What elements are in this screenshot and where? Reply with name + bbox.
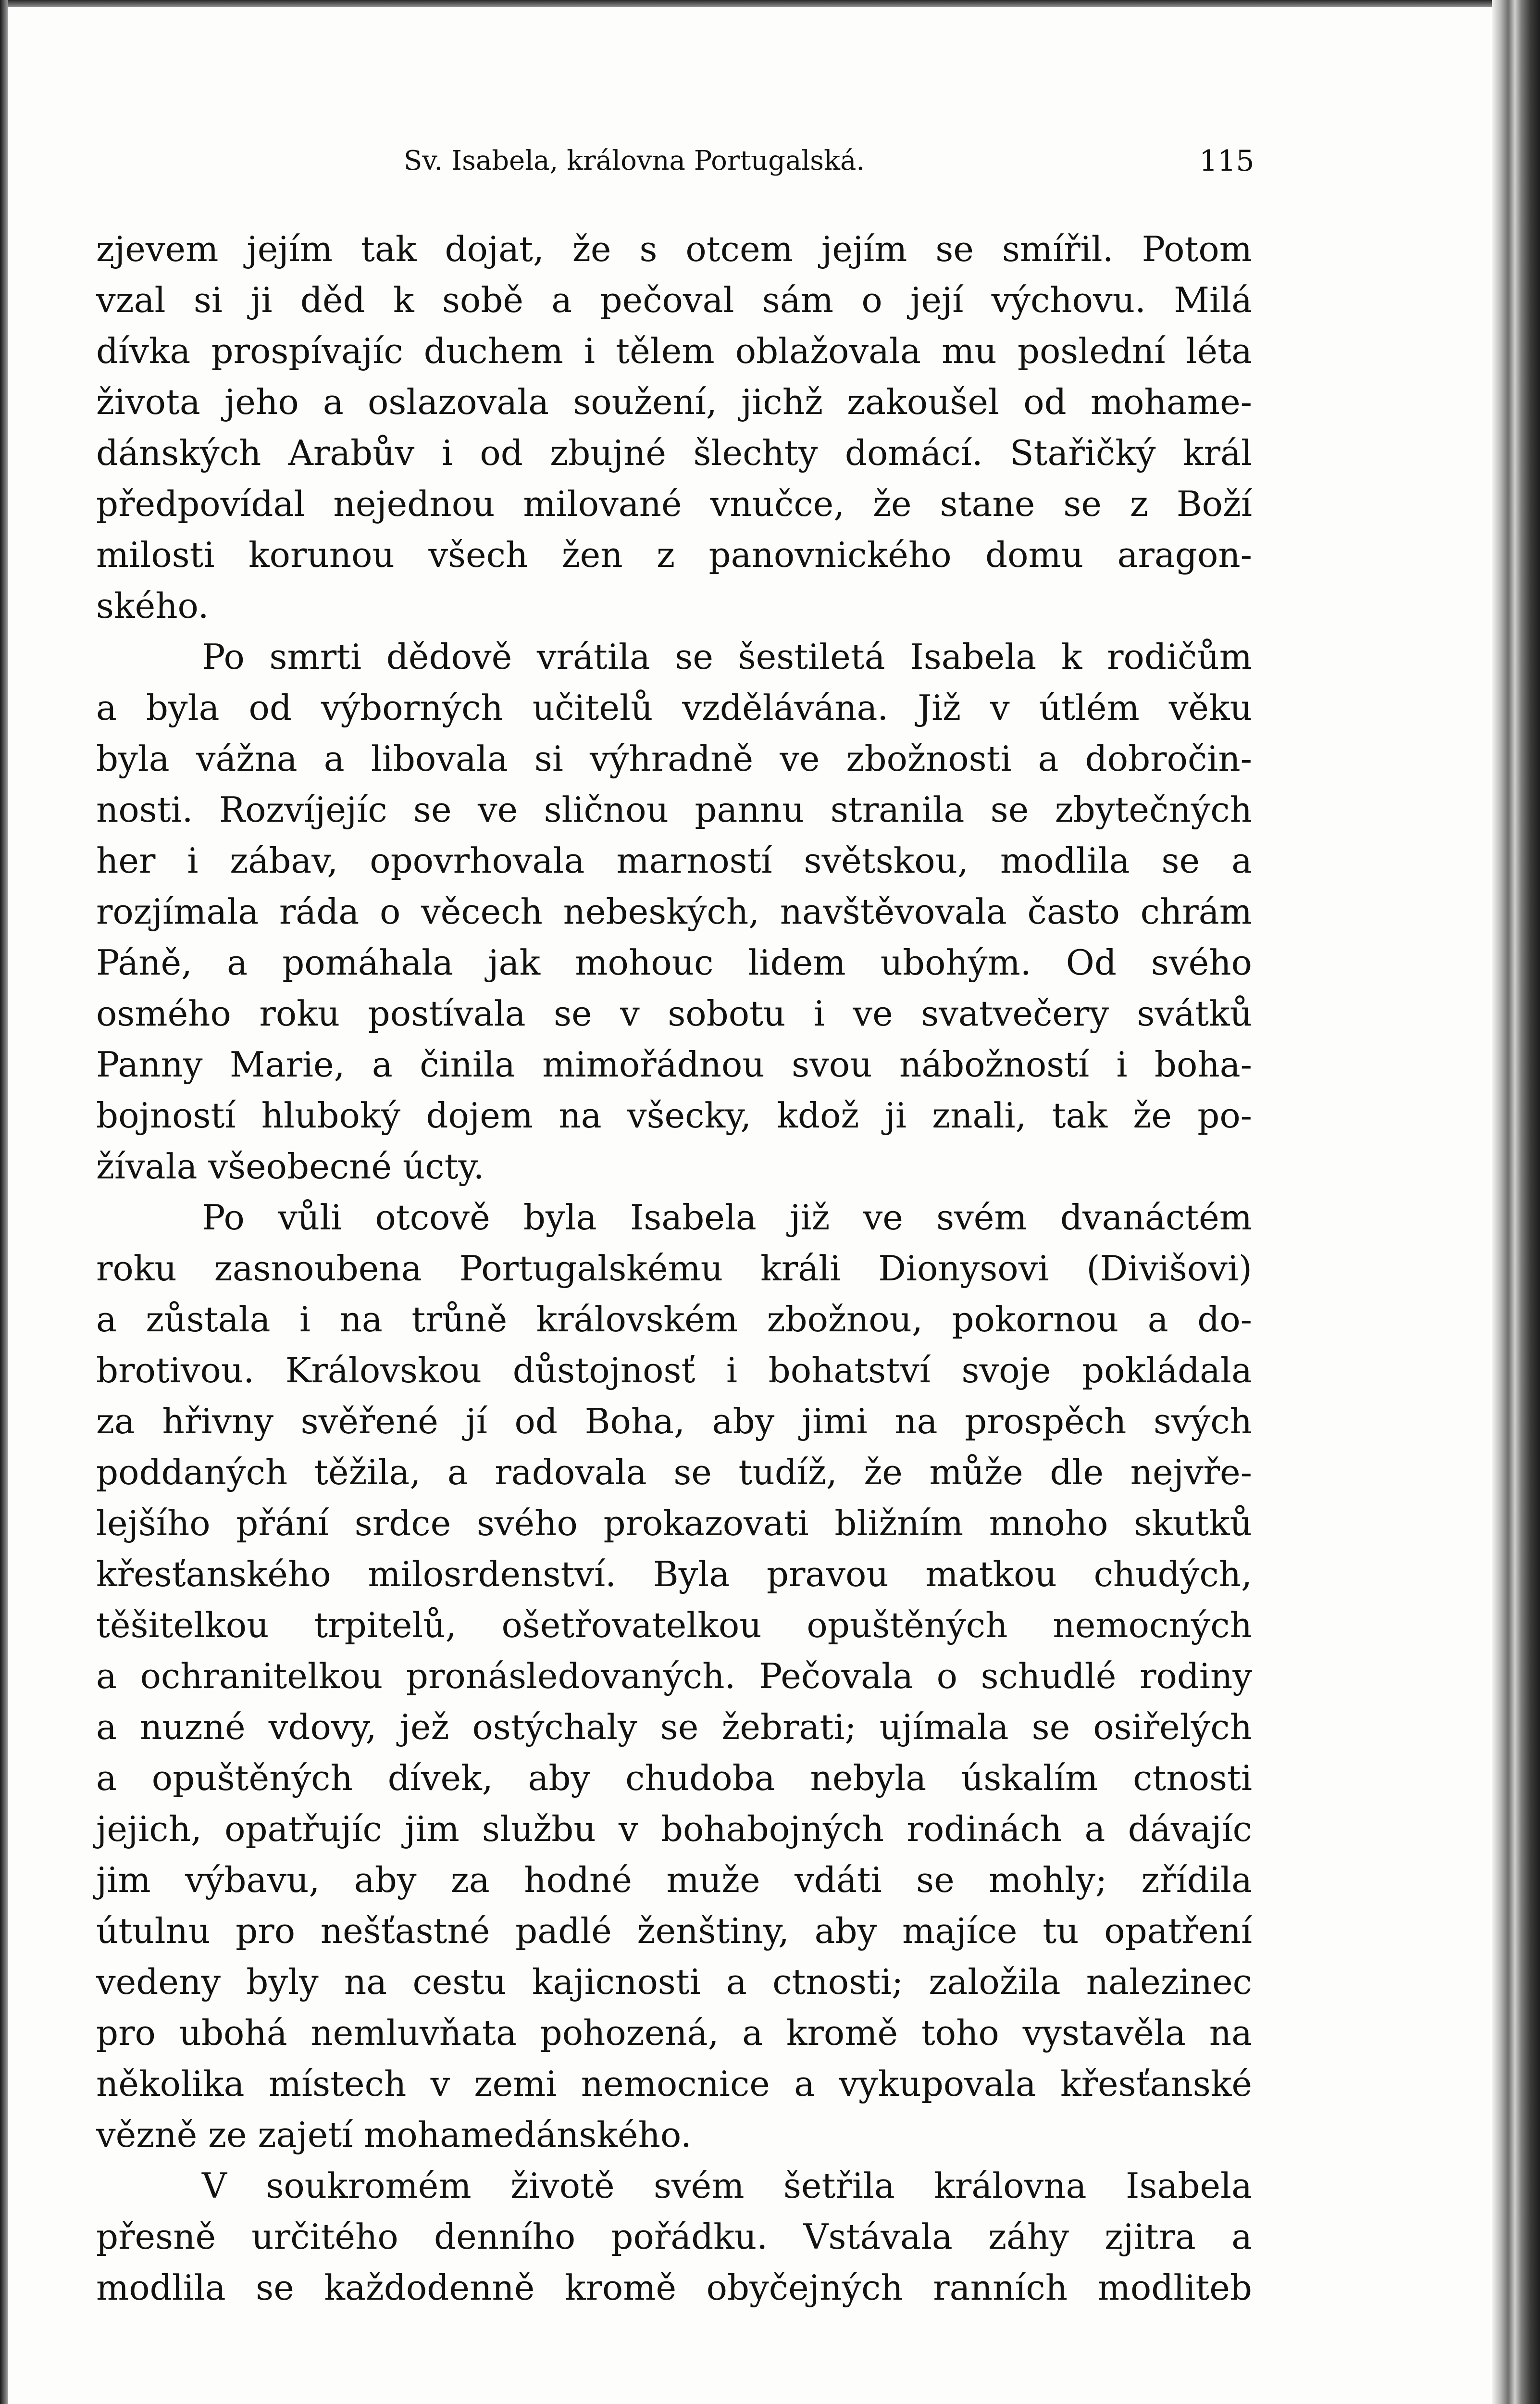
text-line: lejšího přání srdce svého prokazovati bližním mnoho skutků	[96, 1503, 1252, 1543]
text-line: nosti. Rozvíjejíc se ve sličnou pannu stranila se zbytečných	[96, 789, 1252, 830]
text-line: za hřivny svěřené jí od Boha, aby jimi na prospěch svých	[96, 1401, 1252, 1441]
text-line: žívala všeobecné úcty.	[96, 1146, 484, 1187]
text-line: přesně určitého denního pořádku. Vstávala záhy zjitra a	[96, 2216, 1252, 2257]
text-line: milosti korunou všech žen z panovnického domu aragon-	[96, 535, 1252, 575]
text-line: vězně ze zajetí mohamedánského.	[96, 2115, 692, 2155]
text-line: a nuzné vdovy, jež ostýchaly se žebrati; ujímala se osiřelých	[96, 1707, 1252, 1747]
page-body-text	[96, 224, 1252, 2313]
book-spine-edge	[1492, 0, 1540, 2404]
text-line: modlila se každodenně kromě obyčejných ranních modliteb	[96, 2267, 1252, 2308]
text-line: dívka prospívajíc duchem i tělem oblažovala mu poslední léta	[96, 331, 1252, 371]
text-line: jejich, opatřujíc jim službu v bohabojných rodinách a dávajíc	[96, 1809, 1252, 1849]
text-line: útulnu pro nešťastné padlé ženštiny, aby majíce tu opatření	[96, 1911, 1252, 1951]
text-line: Páně, a pomáhala jak mohouc lidem ubohým. Od svého	[96, 942, 1252, 983]
text-line: několika místech v zemi nemocnice a vykupovala křesťanské	[96, 2064, 1252, 2104]
text-line: byla vážna a libovala si výhradně ve zbožnosti a dobročin-	[96, 739, 1252, 779]
paragraph-first-line: V soukromém životě svém šetřila královna Isabela	[202, 2166, 1252, 2206]
page-number: 115	[1199, 144, 1254, 178]
text-line: osmého roku postívala se v sobotu i ve svatvečery svátků	[96, 993, 1252, 1034]
text-line: a byla od výborných učitelů vzdělávána. Již v útlém věku	[96, 688, 1252, 728]
text-line: křesťanského milosrdenství. Byla pravou matkou chudých,	[96, 1554, 1252, 1594]
text-line: zjevem jejím tak dojat, že s otcem jejím se smířil. Potom	[96, 229, 1252, 269]
text-line: pro ubohá nemluvňata pohozená, a kromě toho vystavěla na	[96, 2013, 1252, 2053]
text-line: života jeho a oslazovala soužení, jichž zakoušel od mohame-	[96, 382, 1252, 422]
text-line: brotivou. Královskou důstojnosť i bohatství svoje pokládala	[96, 1350, 1252, 1390]
text-line: her i zábav, opovrhovala marností světskou, modlila se a	[96, 840, 1252, 881]
text-line: jim výbavu, aby za hodné muže vdáti se mohly; zřídila	[96, 1860, 1252, 1900]
text-line: těšitelkou trpitelů, ošetřovatelkou opuštěných nemocných	[96, 1605, 1252, 1645]
running-title: Sv. Isabela, královna Portugalská.	[404, 145, 865, 176]
text-line: poddaných těžila, a radovala se tudíž, že může dle nejvře-	[96, 1452, 1252, 1492]
text-line: rozjímala ráda o věcech nebeských, navštěvovala často chrám	[96, 891, 1252, 932]
text-line: Panny Marie, a činila mimořádnou svou nábožností i boha-	[96, 1044, 1252, 1085]
text-line: bojností hluboký dojem na všecky, kdož ji znali, tak že po-	[96, 1095, 1252, 1136]
text-line: dánských Arabův i od zbujné šlechty domácí. Stařičký král	[96, 433, 1252, 473]
text-line: ského.	[96, 586, 209, 626]
text-line: předpovídal nejednou milované vnučce, že stane se z Boží	[96, 484, 1252, 524]
text-line: roku zasnoubena Portugalskému králi Dionysovi (Divišovi)	[96, 1248, 1252, 1289]
text-line: a ochranitelkou pronásledovaných. Pečovala o schudlé rodiny	[96, 1656, 1252, 1696]
text-line: vzal si ji děd k sobě a pečoval sám o její výchovu. Milá	[96, 280, 1252, 320]
text-line: vedeny byly na cestu kajicnosti a ctnosti; založila nalezinec	[96, 1962, 1252, 2002]
scan-edge-top	[0, 0, 1540, 7]
text-line: a opuštěných dívek, aby chudoba nebyla úskalím ctnosti	[96, 1758, 1252, 1798]
scan-edge-left	[0, 0, 8, 2404]
text-line: a zůstala i na trůně královském zbožnou, pokornou a do-	[96, 1299, 1252, 1340]
paragraph-first-line: Po vůli otcově byla Isabela již ve svém dvanáctém	[202, 1197, 1252, 1238]
paragraph-first-line: Po smrti dědově vrátila se šestiletá Isabela k rodičům	[202, 637, 1252, 677]
